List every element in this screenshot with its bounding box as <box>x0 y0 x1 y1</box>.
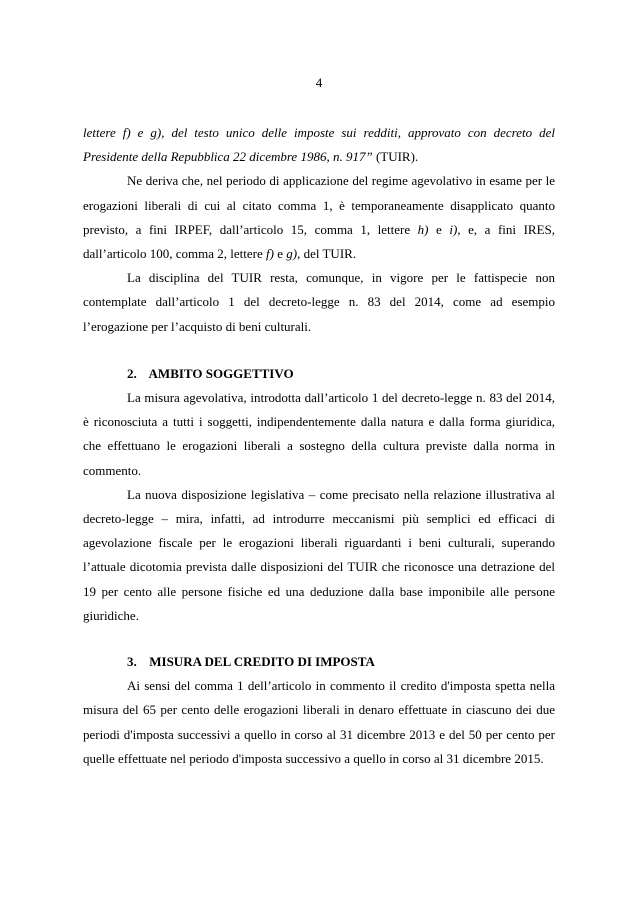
section-number: 2. <box>127 365 137 381</box>
intro-italic-text: lettere f) e g), del testo unico delle imposte sui redditi, approvato con decreto del Presidente della Repubblica 22 dicembre 1986, n. 917” <box>83 125 555 165</box>
italic-run: f) <box>266 246 274 262</box>
text-run: La disciplina del TUIR resta, comunque, in vigore per le fattispecie non contemplate dall’articolo 1 del decreto-legge n. 83 del 2014, come ad esempio l’erogazione per l’acquisto di beni culturali. <box>83 270 555 334</box>
intro-tail-text: (TUIR). <box>372 149 419 165</box>
section-spacer <box>83 628 555 650</box>
paragraph-ambito-2: La nuova disposizione legislativa – come precisato nella relazione illustrativa al decreto-legge – mira, infatti, ad introdurre meccanismi più semplici ed efficaci di agevolazione fiscale per le erogazioni liberali riguardanti i beni culturali, superando l’attuale dicotomia prevista dalle disposizioni del TUIR che riconosce una detrazione del 19 per cento alle persone fisiche ed una deduzione dalla base imponibile alle persone giuridiche. <box>83 486 555 623</box>
paragraph-ambito-1: La misura agevolativa, introdotta dall’articolo 1 del decreto-legge n. 83 del 2014, è riconosciuta a tutti i soggetti, indipendentemente dalla natura e dalla forma giuridica, che effettuano le erogazioni liberali a sostegno della cultura previste dalla norma in commento. <box>83 390 555 478</box>
paragraph-tuir-discipline <box>83 266 555 339</box>
paragraph-misura-1: Ai sensi del comma 1 dell’articolo in commento il credito d'imposta spetta nella misura del 65 per cento delle erogazioni liberali in denaro effettuate in ciascuno dei due periodi d'imposta successivi a quello in corso al 31 dicembre 2013 e del 50 per cento per quelle effettuate nel periodo d'imposta successivo a quello in corso al 31 dicembre 2015. <box>83 678 555 766</box>
text-run: , e, a fini IRES, dall’articolo 100, comma 2, lettere <box>83 221 555 262</box>
intro-paragraph <box>83 121 555 169</box>
section-spacer <box>83 339 555 362</box>
paragraph-regime-disapplication <box>83 169 555 266</box>
section-heading-misura-credito <box>83 650 555 674</box>
page-number: 4 <box>315 75 323 90</box>
section-number: 3. <box>127 654 137 670</box>
section-title: AMBITO SOGGETTIVO <box>148 365 294 381</box>
text-run: e <box>428 221 450 237</box>
document-body <box>83 121 555 771</box>
text-run: , del TUIR. <box>297 246 357 262</box>
italic-run: h) <box>417 221 429 237</box>
italic-run: i) <box>449 221 458 237</box>
section-heading-ambito-soggettivo <box>83 362 555 386</box>
text-run: Ne deriva che, nel periodo di applicazione del regime agevolativo in esame per le erogazioni liberali di cui al citato comma 1, è temporaneamente disapplicato quanto previsto, a fini IRPEF, dall’articolo 15, comma 1, lettere <box>83 173 555 237</box>
italic-run: g) <box>286 246 298 262</box>
section-title: MISURA DEL CREDITO DI IMPOSTA <box>149 654 375 670</box>
text-run: e <box>273 246 287 262</box>
